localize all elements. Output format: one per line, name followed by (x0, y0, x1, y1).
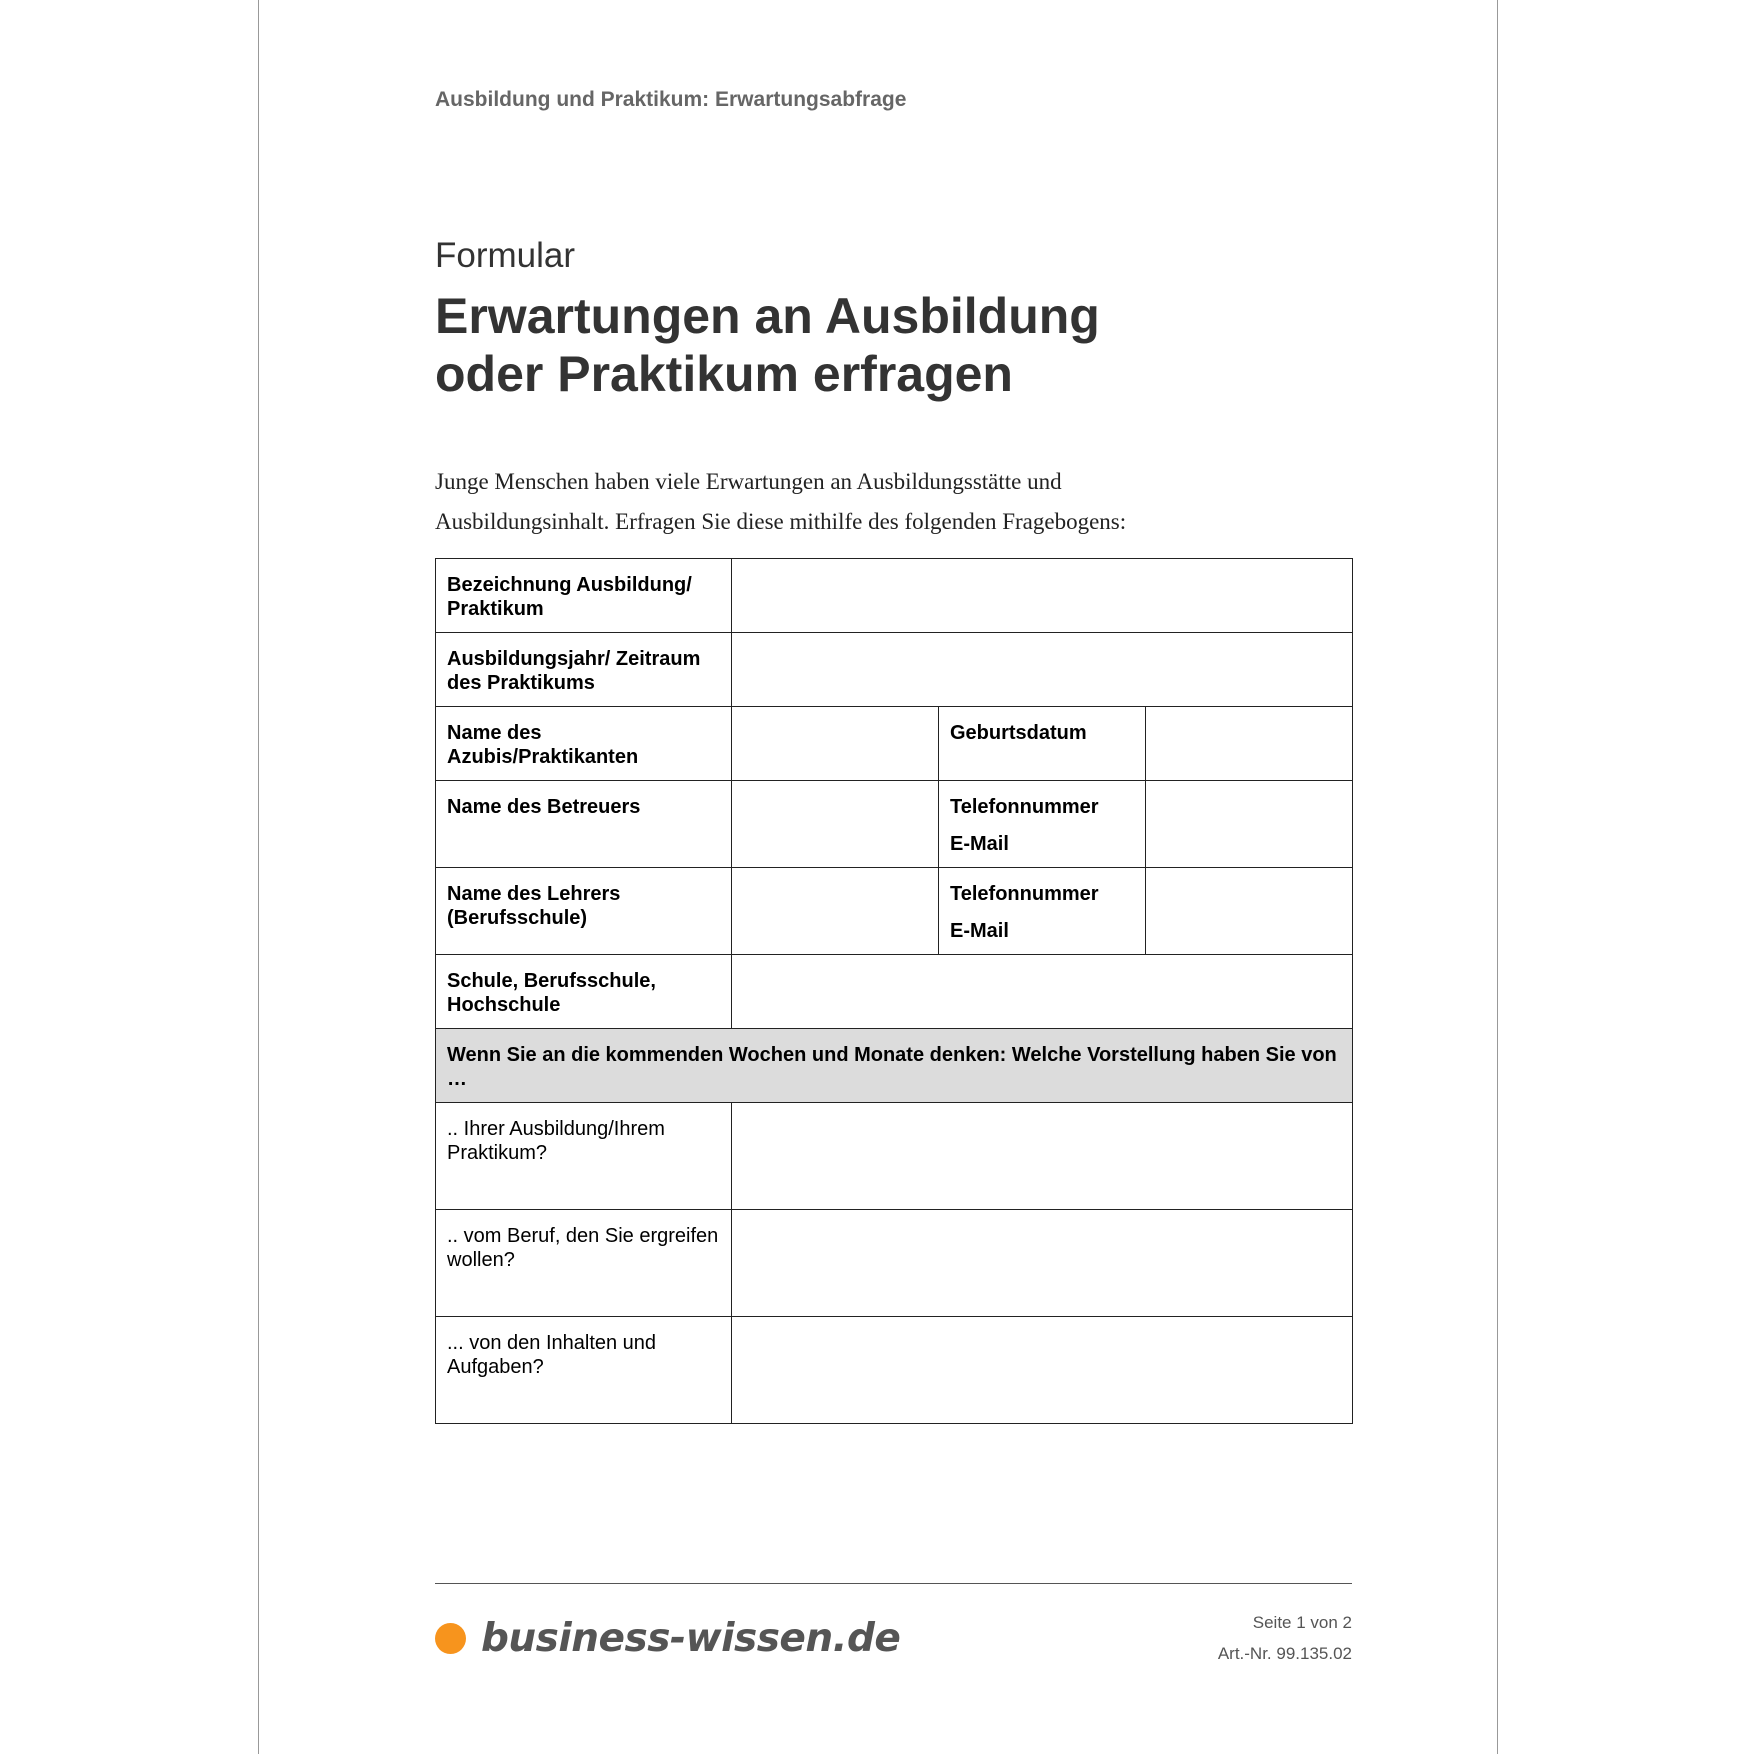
page-number: Seite 1 von 2 (1252, 1613, 1352, 1632)
document-title-line-2: oder Praktikum erfragen (435, 346, 1013, 402)
school-label: Schule, Berufsschule, Hochschule (436, 955, 732, 1029)
birthdate-field[interactable] (1146, 707, 1353, 781)
document-type: Formular (435, 236, 576, 275)
supervisor-contact-field[interactable] (1146, 781, 1353, 868)
question-label: .. vom Beruf, den Sie ergreifen wollen? (436, 1210, 732, 1317)
training-name-field[interactable] (732, 559, 1353, 633)
trainee-name-label: Name des Azubis/Praktikanten (436, 707, 732, 781)
teacher-contact-field[interactable] (1146, 868, 1353, 955)
training-name-label: Bezeichnung Ausbildung/ Praktikum (436, 559, 732, 633)
expectations-form-table (435, 558, 1353, 1424)
table-row (436, 955, 1353, 1029)
intro-text (435, 462, 1365, 542)
table-row (436, 1210, 1353, 1317)
table-row (436, 559, 1353, 633)
teacher-name-field[interactable] (732, 868, 939, 955)
teacher-email-label: E-Mail (950, 920, 1009, 942)
brand-dot-icon (435, 1623, 466, 1654)
intro-line-2: Ausbildungsinhalt. Erfragen Sie diese mithilfe des folgenden Fragebogens: (435, 509, 1127, 534)
supervisor-name-label: Name des Betreuers (436, 781, 732, 868)
teacher-phone-label: Telefonnummer (950, 883, 1099, 905)
brand-name: business-wissen.de (481, 1616, 901, 1661)
answer-field[interactable] (732, 1210, 1353, 1317)
table-row (436, 868, 1353, 955)
teacher-contact-labels (939, 868, 1146, 955)
table-row (436, 1317, 1353, 1424)
supervisor-name-field[interactable] (732, 781, 939, 868)
table-row (436, 707, 1353, 781)
supervisor-email-label: E-Mail (950, 833, 1009, 855)
table-row (436, 633, 1353, 707)
table-row (436, 1029, 1353, 1103)
teacher-name-label: Name des Lehrers (Berufsschule) (436, 868, 732, 955)
table-row (436, 781, 1353, 868)
brand-logo (435, 1616, 900, 1661)
birthdate-label: Geburtsdatum (939, 707, 1146, 781)
document-title-line-1: Erwartungen an Ausbildung (435, 288, 1100, 344)
intro-line-1: Junge Menschen haben viele Erwartungen an Ausbildungsstätte und (435, 469, 1062, 494)
supervisor-phone-label: Telefonnummer (950, 796, 1099, 818)
training-year-label: Ausbildungsjahr/ Zeitraum des Praktikums (436, 633, 732, 707)
answer-field[interactable] (732, 1317, 1353, 1424)
running-header: Ausbildung und Praktikum: Erwartungsabfrage (435, 88, 907, 111)
school-field[interactable] (732, 955, 1353, 1029)
question-label: .. Ihrer Ausbildung/Ihrem Praktikum? (436, 1103, 732, 1210)
footer-divider (435, 1583, 1352, 1584)
page-meta (1218, 1607, 1352, 1669)
training-year-field[interactable] (732, 633, 1353, 707)
document-title (435, 287, 1335, 403)
answer-field[interactable] (732, 1103, 1353, 1210)
document-page (258, 0, 1498, 1754)
question-label: ... von den Inhalten und Aufgaben? (436, 1317, 732, 1424)
supervisor-contact-labels (939, 781, 1146, 868)
article-number: Art.-Nr. 99.135.02 (1217, 1644, 1352, 1663)
section-heading: Wenn Sie an die kommenden Wochen und Monate denken: Welche Vorstellung haben Sie von … (436, 1029, 1353, 1103)
trainee-name-field[interactable] (732, 707, 939, 781)
table-row (436, 1103, 1353, 1210)
